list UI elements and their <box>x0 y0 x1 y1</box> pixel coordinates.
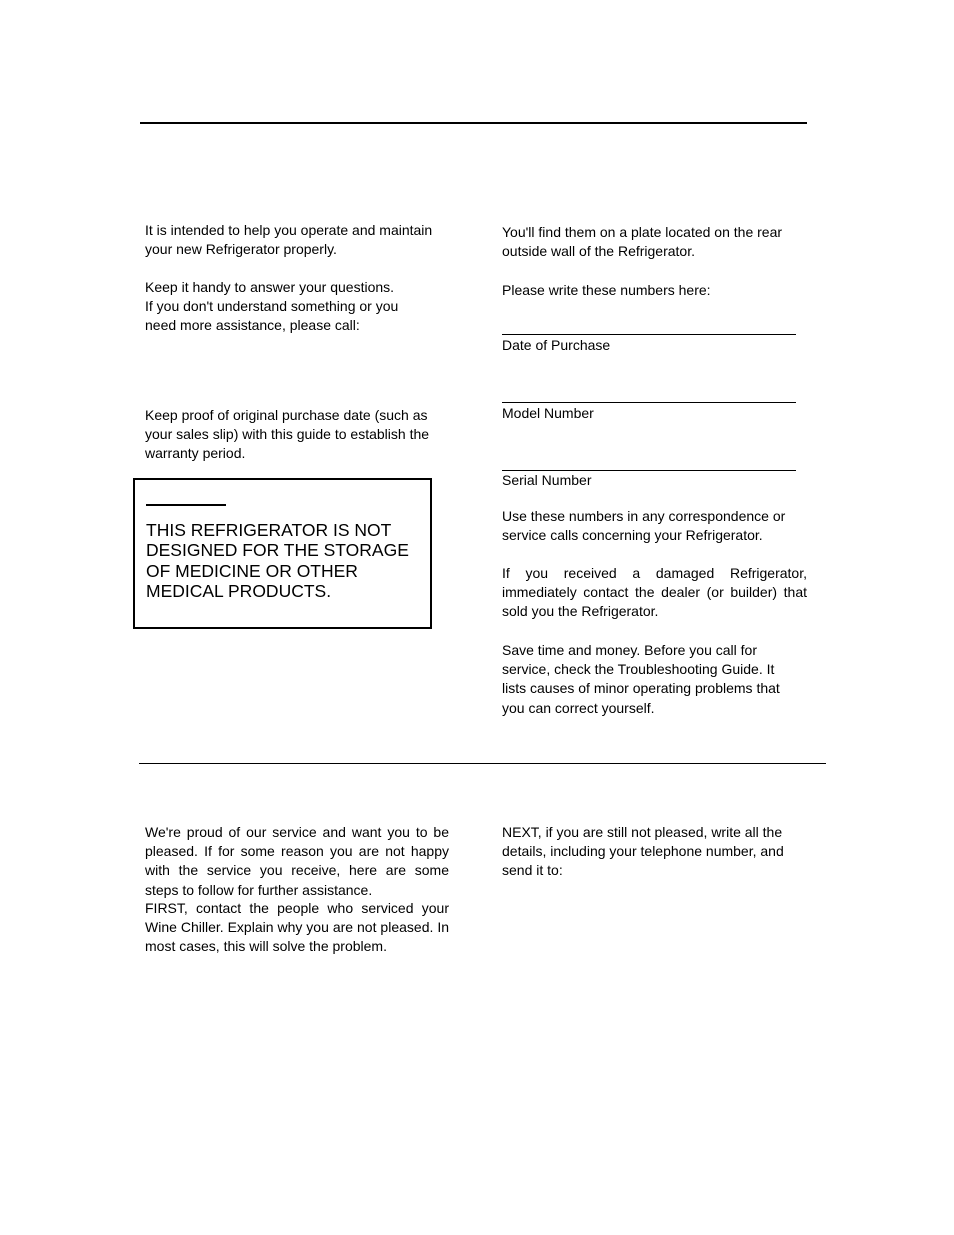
plate-location-paragraph: You'll find them on a plate located on the rear outside wall of the Refrigerator. <box>502 224 783 260</box>
damaged-refrigerator-paragraph: If you received a damaged Refrigerator, immediately contact the dealer (or builder) that sold you the Refrigerator. <box>502 565 807 620</box>
first-step-paragraph: FIRST, contact the people who serviced your Wine Chiller. Explain why you are not pleased. In most cases, this will solve the problem. <box>145 900 449 955</box>
correspondence-paragraph: Use these numbers in any correspondence or service calls concerning your Refrigerator. <box>502 508 786 544</box>
model-number-label: Model Number <box>502 405 594 421</box>
troubleshooting-paragraph: Save time and money. Before you call for service, check the Troubleshooting Guide. It lists causes of minor operating problems that you can correct yourself. <box>502 642 780 716</box>
proof-of-purchase-paragraph: Keep proof of original purchase date (such as your sales slip) with this guide to establish the warranty period. <box>145 407 430 462</box>
assistance-paragraph: Keep it handy to answer your questions. If you don't understand something or you need more assistance, please call: <box>145 279 399 334</box>
intro-paragraph: It is intended to help you operate and maintain your new Refrigerator properly. <box>145 222 433 258</box>
date-of-purchase-line <box>502 334 796 335</box>
warning-label-bar <box>146 504 226 506</box>
write-numbers-paragraph: Please write these numbers here: <box>502 282 711 298</box>
warning-text: THIS REFRIGERATOR IS NOT DESIGNED FOR THE STORAGE OF MEDICINE OR OTHER MEDICAL PRODUCTS. <box>146 520 409 601</box>
middle-rule <box>139 763 826 764</box>
next-step-paragraph: NEXT, if you are still not pleased, write all the details, including your telephone number, and send it to: <box>502 824 784 879</box>
top-rule <box>140 122 807 124</box>
model-number-line <box>502 402 796 403</box>
date-of-purchase-label: Date of Purchase <box>502 337 611 353</box>
serial-number-label: Serial Number <box>502 472 592 488</box>
service-pride-paragraph: We're proud of our service and want you to be pleased. If for some reason you are not happy with the service you receive, here are some steps to follow for further assistance. <box>145 824 449 898</box>
warning-box <box>133 478 432 629</box>
